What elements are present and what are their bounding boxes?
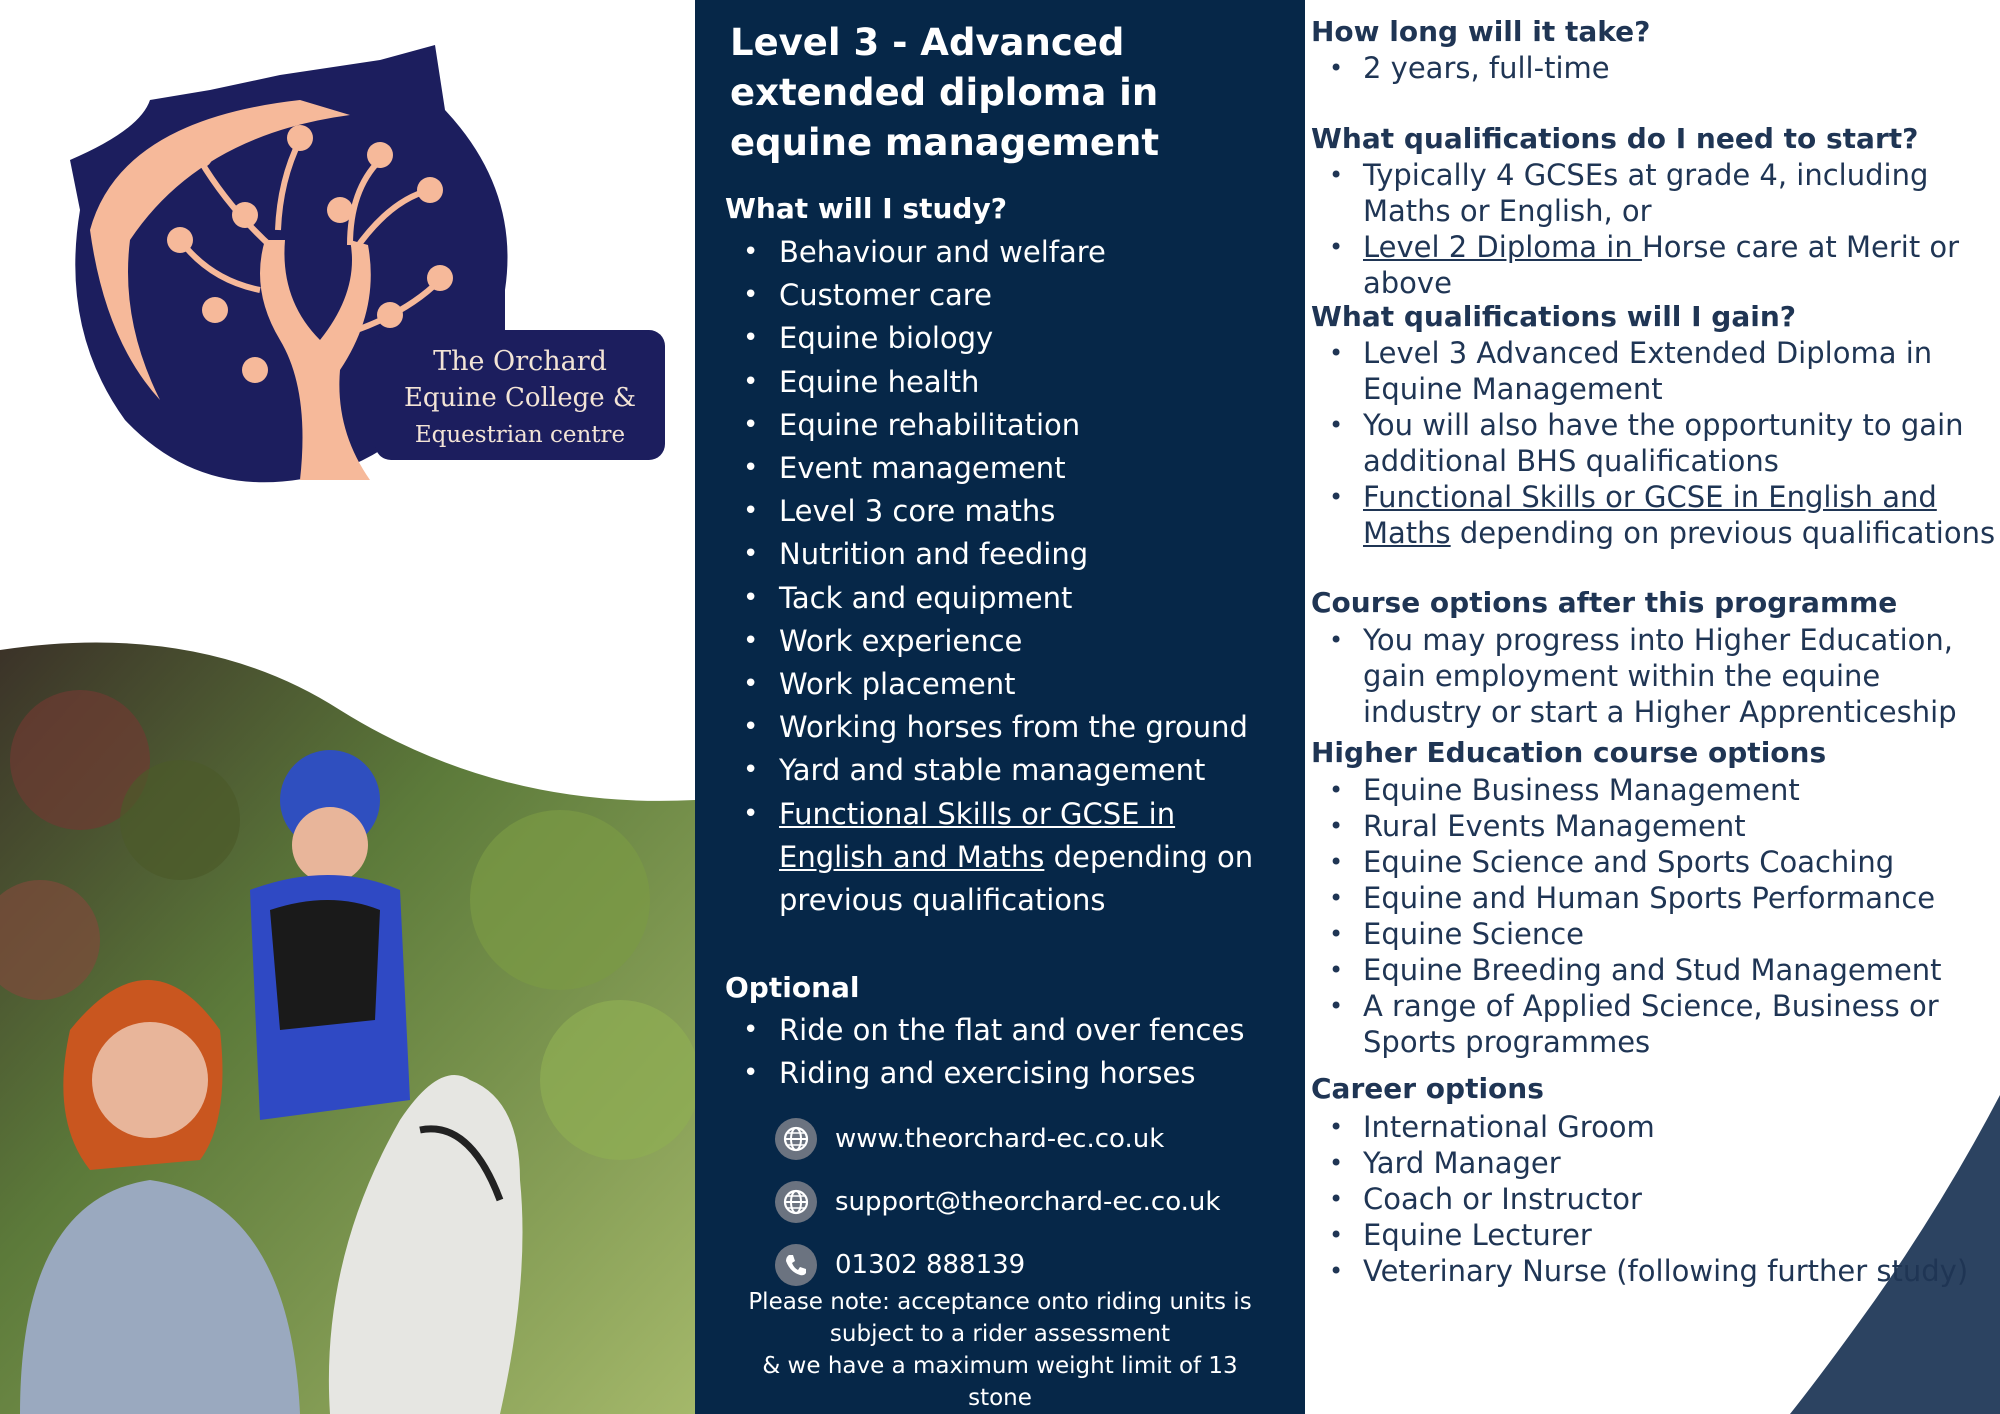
list-item: • Work placement [725,663,1285,706]
list-item: • Riding and exercising horses [725,1052,1285,1095]
gain-list [1311,335,2000,551]
list-item [725,793,1285,923]
he-list [1311,772,2000,1060]
study-list [725,231,1285,922]
list-item: • Equine and Human Sports Performance [1311,880,2000,916]
list-item: • Equine biology [725,317,1285,360]
he-heading: Higher Education course options [1311,736,1827,769]
list-item: • Equine Business Management [1311,772,2000,808]
note-line: stone [968,1385,1032,1411]
list-item: • Equine rehabilitation [725,404,1285,447]
riders-photo [0,560,695,1414]
email-link[interactable]: support@theorchard-ec.co.uk [835,1187,1221,1217]
list-item [1311,229,2000,301]
list-item: • Nutrition and feeding [725,533,1285,576]
logo-line-2: Equine College & [403,383,637,413]
email-contact[interactable] [775,1180,1220,1224]
after-heading: Course options after this programme [1311,586,1898,619]
list-item: • Working horses from the ground [725,706,1285,749]
list-item-rest: depending on previous qualifications [779,839,1254,918]
study-heading: What will I study? [725,192,1007,225]
career-list [1311,1109,2000,1289]
list-item: • You will also have the opportunity to gain additional BHS qualifications [1311,407,2000,479]
course-title: Level 3 - Advanced extended diploma in equine management [730,21,1160,164]
list-item: • Rural Events Management [1311,808,2000,844]
list-item-rest: depending on previous qualifications [1450,516,1996,550]
list-item-rest: Horse care at Merit or above [1363,230,1960,300]
globe-icon [775,1181,817,1223]
duration-list [1311,50,2000,86]
list-item: • International Groom [1311,1109,2000,1145]
list-item: • Veterinary Nurse (following further study) [1311,1253,2000,1289]
list-item: • Behaviour and welfare [725,231,1285,274]
list-item: • Equine Lecturer [1311,1217,2000,1253]
middle-column [695,0,1305,1414]
duration-heading: How long will it take? [1311,15,1651,48]
list-item: • Customer care [725,274,1285,317]
note-line: Please note: acceptance onto riding units is [748,1289,1252,1315]
website-contact[interactable] [775,1117,1164,1161]
functional-skills-link[interactable]: Functional Skills or GCSE in English and Maths [779,796,1176,874]
right-column [1305,0,2000,1414]
list-item: • Typically 4 GCSEs at grade 4, including Maths or English, or [1311,157,2000,229]
list-item: • Coach or Instructor [1311,1181,2000,1217]
functional-skills-link[interactable]: Functional Skills or GCSE in English and Maths [1363,480,1937,550]
list-item: • A range of Applied Science, Business or Sports programmes [1311,988,2000,1060]
phone-number[interactable]: 01302 888139 [835,1250,1026,1280]
entry-heading: What qualifications do I need to start? [1311,122,1919,155]
list-item: • Event management [725,447,1285,490]
website-link[interactable]: www.theorchard-ec.co.uk [835,1124,1165,1154]
list-item: • Equine health [725,361,1285,404]
list-item: • You may progress into Higher Education, gain employment within the equine industry or start a Higher Apprenticeship [1311,622,2000,730]
list-item: • 2 years, full-time [1311,50,2000,86]
list-item: • Ride on the flat and over fences [725,1009,1285,1052]
note-line: subject to a rider assessment [829,1321,1171,1347]
phone-contact[interactable] [775,1243,1025,1287]
rider-assessment-note [715,1286,1285,1414]
level-2-diploma-link[interactable]: Level 2 Diploma in [1363,230,1642,264]
list-item [1311,479,2000,551]
college-logo [50,40,690,510]
note-line: & we have a maximum weight limit of 13 [762,1353,1238,1379]
list-item: • Work experience [725,620,1285,663]
list-item: • Equine Breeding and Stud Management [1311,952,2000,988]
after-list [1311,622,2000,730]
globe-icon [775,1118,817,1160]
list-item: • Equine Science [1311,916,2000,952]
list-item: • Yard Manager [1311,1145,2000,1181]
list-item: • Equine Science and Sports Coaching [1311,844,2000,880]
gain-heading: What qualifications will I gain? [1311,300,1797,333]
list-item: • Level 3 core maths [725,490,1285,533]
left-column [0,0,695,1414]
list-item: • Level 3 Advanced Extended Diploma in Equine Management [1311,335,2000,407]
phone-icon [775,1244,817,1286]
optional-heading: Optional [725,971,860,1004]
career-heading: Career options [1311,1072,1544,1105]
list-item: • Tack and equipment [725,577,1285,620]
logo-line-3: Equestrian centre [414,422,626,448]
list-item: • Yard and stable management [725,749,1285,792]
entry-list [1311,157,2000,301]
optional-list [725,1009,1285,1095]
logo-line-1: The Orchard [433,346,607,377]
